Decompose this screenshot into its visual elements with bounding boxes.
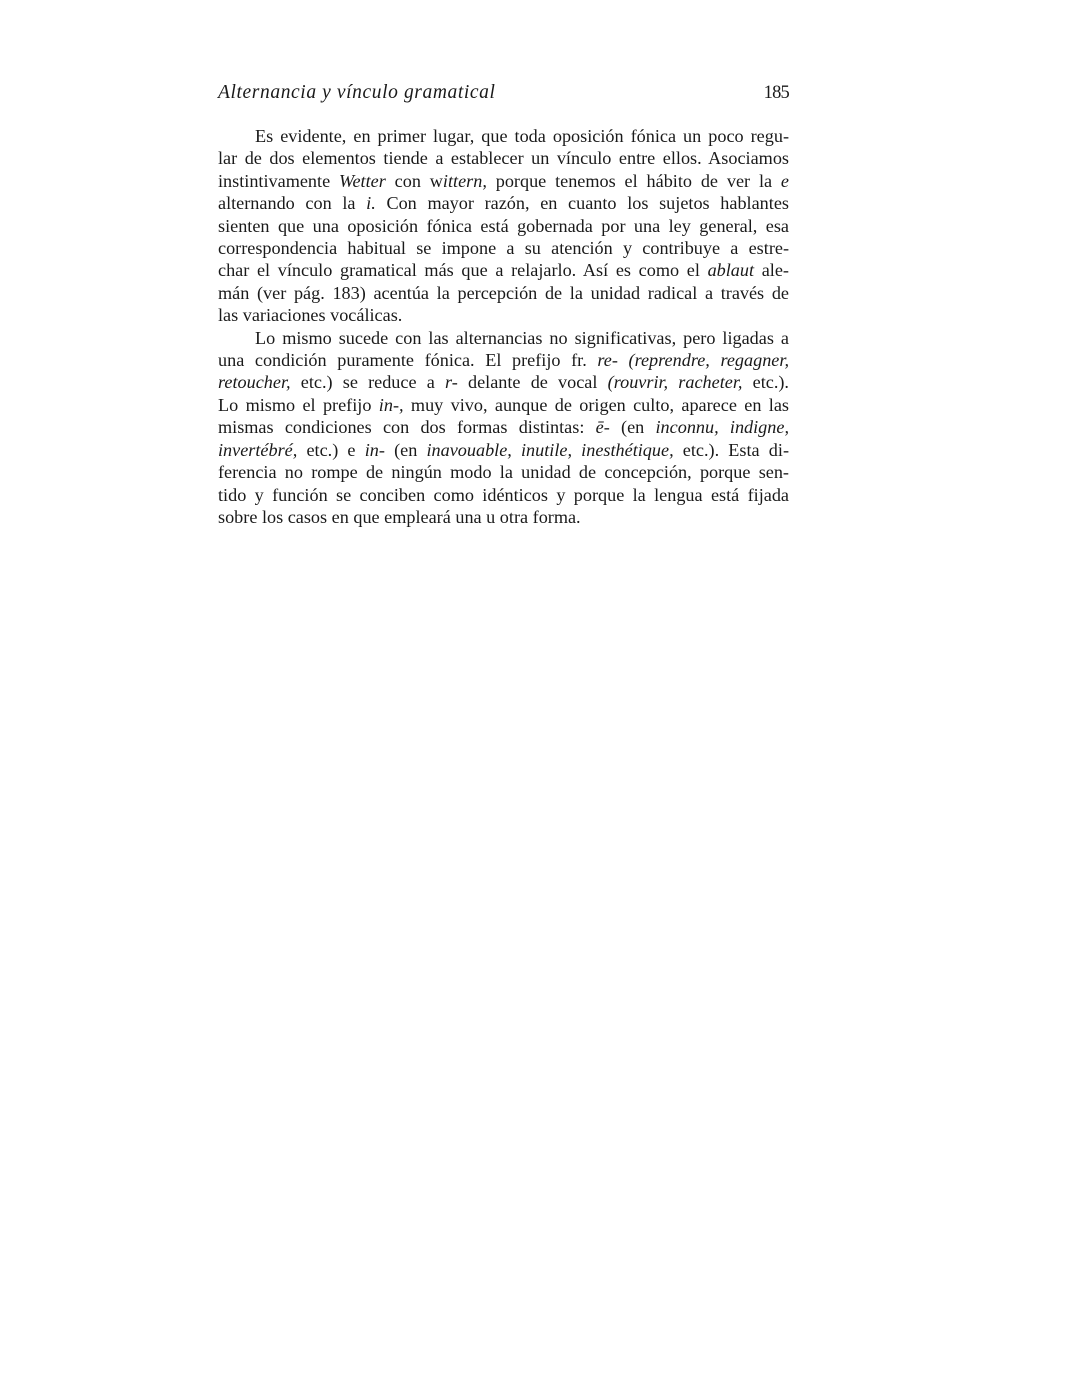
book-page [218,78,789,528]
text-run: sobre los casos en que empleará una u otra forma. [218,506,581,527]
text-run: instintivamente [218,170,339,191]
text-run: etc.) e [297,439,365,460]
running-title: Alternancia y vínculo gramatical [218,82,496,103]
text-run: lar de dos elementos tiende a establecer un vínculo entre ellos. Asociamos [218,148,789,169]
text-run: char el vínculo gramatical más que a relajarlo. Así es como el [218,260,708,281]
page-number: 185 [763,83,789,103]
text-line [218,215,789,237]
italic-term: ē- [595,417,610,438]
italic-term: (rouvrir, racheter, [607,372,743,393]
text-run: (en [384,439,427,460]
text-line [218,304,789,326]
italic-term: ablaut [707,260,755,281]
italic-term: re- (reprendre, regagner, [597,350,789,371]
text-run: muy vivo, aunque de origen culto, aparece en las [403,394,790,415]
text-run: correspondencia habitual se impone a su atención y contribuye a estre- [218,238,789,259]
text-run: alternando con la [218,193,367,214]
text-run: (en [609,417,656,438]
text-run: mismas condiciones con dos formas distintas: [218,417,596,438]
text-line [218,484,789,506]
italic-term: retoucher, [218,372,291,393]
text-run: delante de vocal [457,372,608,393]
text-line [218,327,789,349]
italic-term: inconnu, indigne, [655,417,789,438]
text-run: tido y función se conciben como idénticos y porque la lengua está fijada [218,484,789,505]
text-line [218,506,789,528]
text-line [218,394,789,416]
italic-term: Wetter [339,170,386,191]
text-run: las variaciones vocálicas. [218,305,403,326]
text-run: etc.). [742,372,789,393]
running-head [218,78,789,108]
italic-term: in-, [378,394,404,415]
italic-term: in- [364,439,385,460]
italic-term: e [780,170,789,191]
italic-term: inavouable, inutile, inesthétique, [426,439,674,460]
body-text [218,125,789,528]
text-line [218,147,789,169]
text-run: etc.) se reduce a [290,372,446,393]
italic-term: invertébré, [218,439,298,460]
text-run: ale- [754,260,789,281]
text-line [218,259,789,281]
text-line [218,192,789,214]
text-line [218,125,789,147]
text-run: sienten que una oposición fónica está gobernada por una ley general, esa [218,215,789,236]
text-run: Lo mismo sucede con las alternancias no significativas, pero ligadas a [255,327,789,348]
text-line [218,371,789,393]
text-run: Con mayor razón, en cuanto los sujetos hablantes [375,193,789,214]
text-line [218,170,789,192]
italic-term: ittern, [442,170,487,191]
text-run: con w [385,170,443,191]
text-line [218,237,789,259]
text-line [218,461,789,483]
paragraph [218,327,789,529]
paragraph [218,125,789,327]
text-line [218,282,789,304]
italic-term: i. [366,193,376,214]
text-run: mán (ver pág. 183) acentúa la percepción de la unidad radical a través de [218,282,789,303]
text-run: una condición puramente fónica. El prefijo fr. [218,350,598,371]
text-line [218,416,789,438]
text-run: porque tenemos el hábito de ver la [486,170,781,191]
text-run: ferencia no rompe de ningún modo la unidad de concepción, porque sen- [218,462,789,483]
text-line [218,349,789,371]
text-line [218,439,789,461]
text-run: Lo mismo el prefijo [218,394,379,415]
text-run: Es evidente, en primer lugar, que toda oposición fónica un poco regu- [255,126,789,146]
text-run: etc.). Esta di- [673,439,789,460]
italic-term: r- [445,372,458,393]
